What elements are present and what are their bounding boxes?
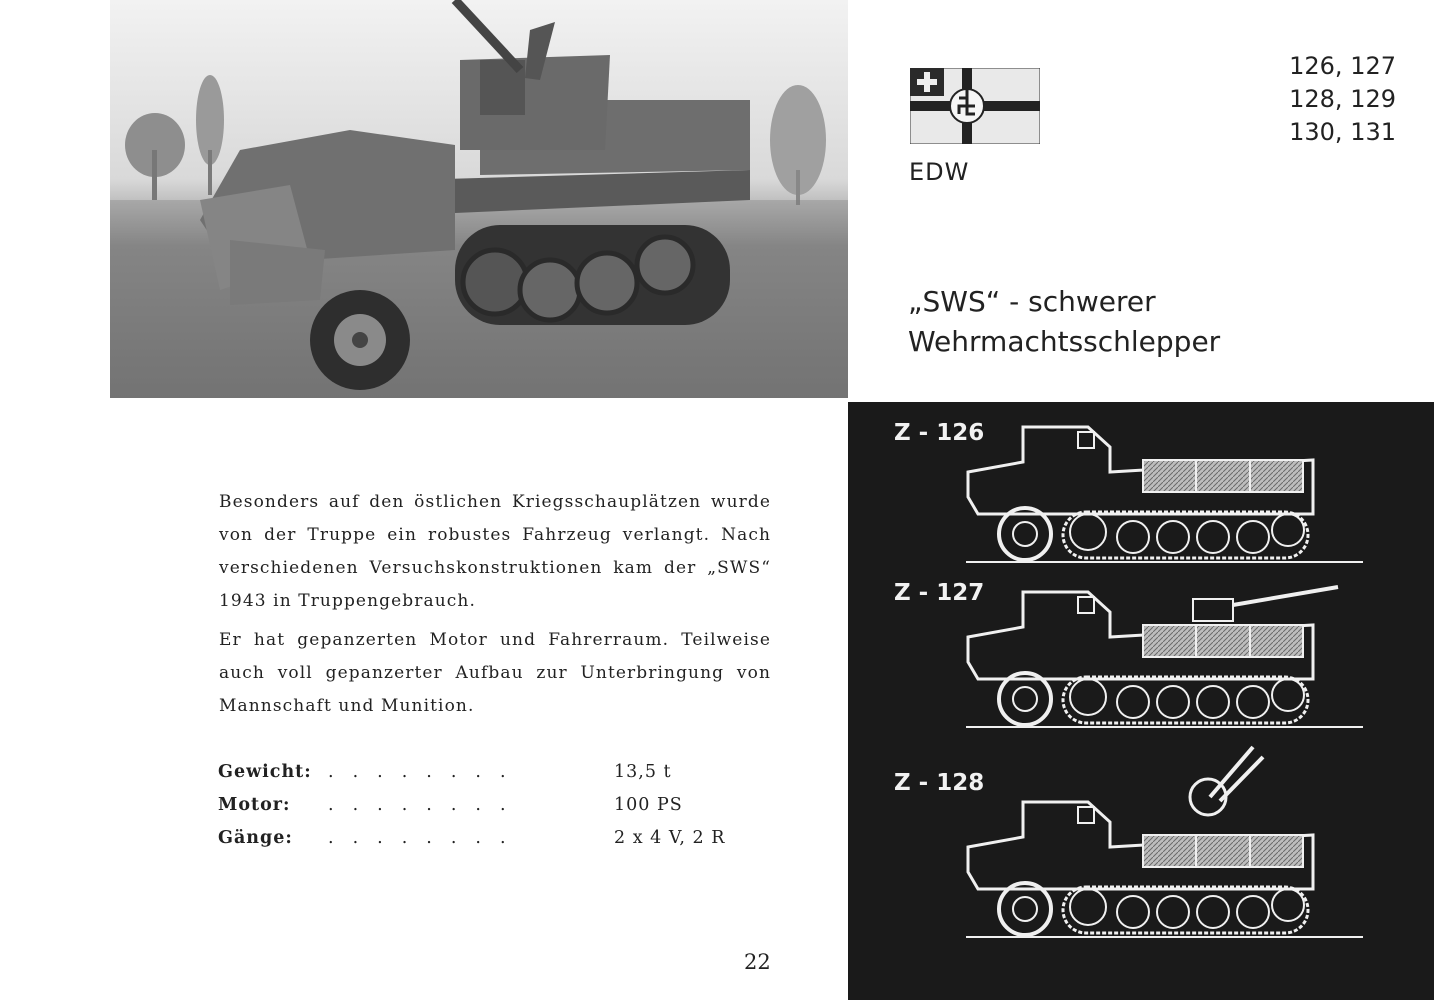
model-label-z126: Z - 126: [894, 420, 985, 446]
spec-dots: ........: [328, 795, 525, 815]
flag-code: EDW: [909, 158, 970, 186]
model-label-z127: Z - 127: [894, 580, 985, 606]
model-numbers-line: 128, 129: [1289, 85, 1396, 113]
model-numbers-line: 130, 131: [1289, 118, 1396, 146]
variant-drawings-panel: [848, 402, 1434, 1000]
halftrack-photo-image: [110, 0, 848, 398]
spec-dots: ........: [328, 828, 525, 848]
spec-label: Gewicht:: [218, 762, 312, 782]
model-numbers-line: 126, 127: [1289, 52, 1396, 80]
spec-label: Motor:: [218, 795, 291, 815]
drawing-z127: [966, 587, 1363, 727]
war-ensign-flag-icon: [910, 68, 1040, 144]
description-text: [219, 486, 771, 729]
drawing-z128: [966, 747, 1363, 937]
variant-drawings: [848, 402, 1434, 1000]
model-label-z128: Z - 128: [894, 770, 985, 796]
drawing-z126: [966, 427, 1363, 562]
spec-label: Gänge:: [218, 828, 293, 848]
spec-table: [218, 756, 778, 855]
page-number: 22: [744, 950, 771, 974]
title-line-1: „SWS“ - schwerer: [908, 285, 1156, 318]
page-title: [908, 282, 1220, 362]
vehicle-photo: [110, 0, 848, 398]
model-numbers: [1196, 50, 1396, 149]
title-line-2: Wehrmachtsschlepper: [908, 325, 1221, 358]
spec-value: 100 PS: [614, 795, 683, 815]
spec-row-engine: [218, 789, 778, 822]
spec-row-gears: [218, 822, 778, 855]
spec-dots: ........: [328, 762, 525, 782]
paragraph: Er hat gepanzerten Motor und Fahrerraum. Teilweise auch voll gepanzerter Aufbau zur Unterbringung von Mannschaft und Munition.: [219, 630, 771, 716]
paragraph: Besonders auf den östlichen Kriegsschauplätzen wurde von der Truppe ein robustes Fahrzeug verlangt. Nach verschiedenen Versuchskonstruktionen kam der „SWS“ 1943 in Truppengebrauch.: [219, 492, 771, 611]
spec-value: 13,5 t: [614, 762, 672, 782]
spec-row-weight: [218, 756, 778, 789]
spec-value: 2 x 4 V, 2 R: [614, 828, 726, 848]
